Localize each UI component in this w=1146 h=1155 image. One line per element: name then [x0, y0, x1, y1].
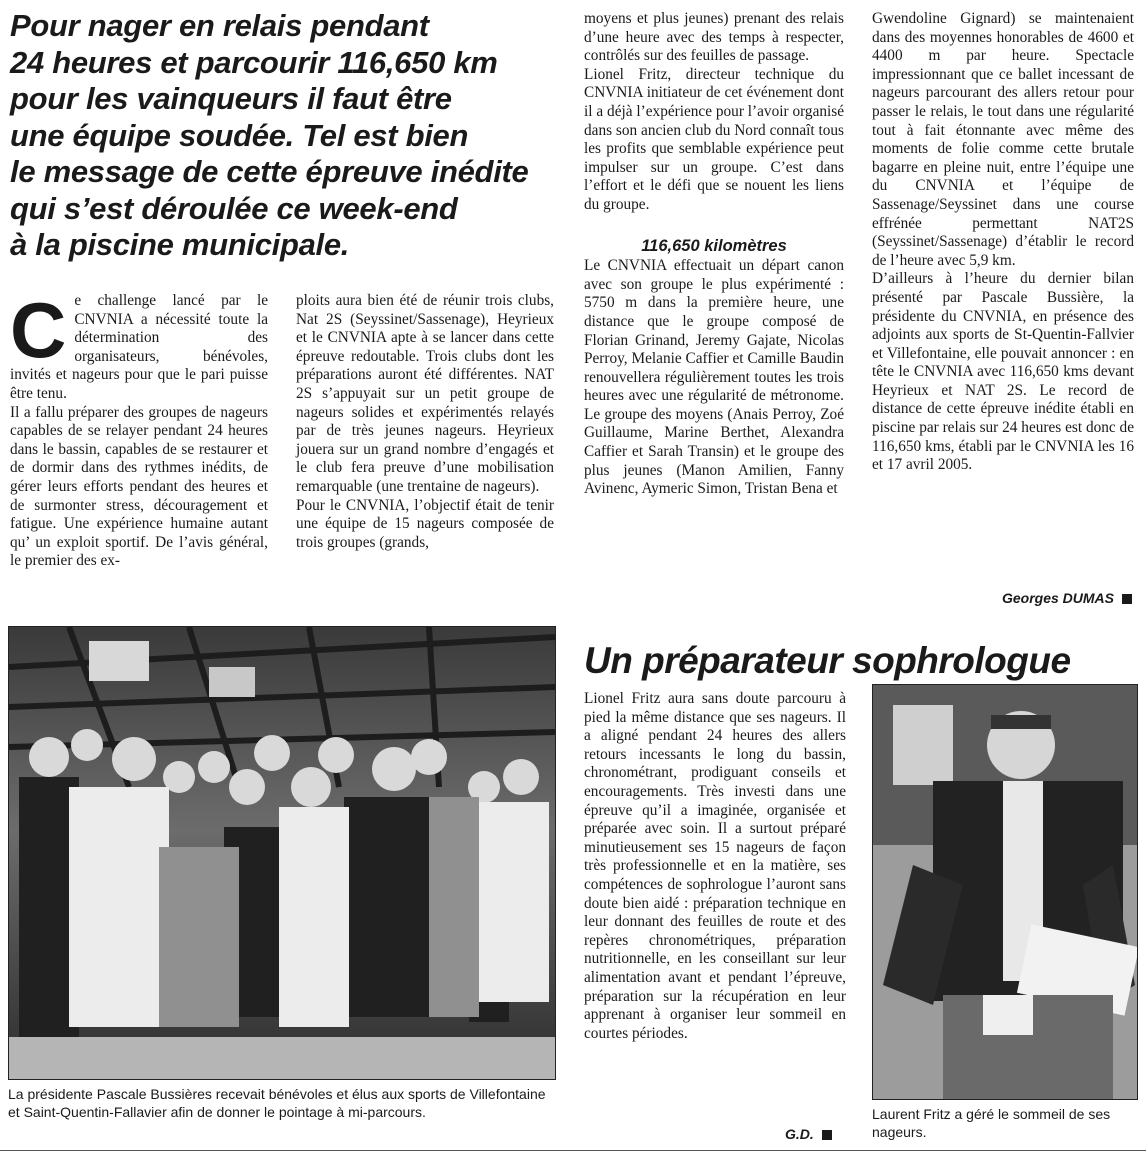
paragraph: Lionel Fritz, directeur technique du CNVNIA initiateur de cet événement dont il a déjà l’expérience pour l’avoir organisé dans son ancien club du Nord connaît tous les profits que semblable expérience peut impulser sur un groupe. C’est dans l’effort et le défi que se nouent les liens du groupe. [584, 65, 844, 213]
end-mark-icon [1122, 594, 1132, 604]
portrait-photo [872, 684, 1138, 1100]
paragraph: Il a fallu préparer des groupes de nageurs capables de se relayer pendant 24 heures dans le bassin, capables de se restaurer et de dormir dans des rythmes inédits, de gérer leurs efforts pendant des heures et de surmonter stress, découragement et fatigue. Une expérience humaine autant qu’ un exploit sportif. De l’avis général, le premier des ex- [10, 403, 268, 570]
portrait-photo-caption: Laurent Fritz a géré le sommeil de ses nageurs. [872, 1106, 1111, 1140]
paragraph: Lionel Fritz aura sans doute parcouru à pied la même distance que ses nageurs. Il a aligné pendant 24 heures des allers retours incessants le long du bassin, chronométrant, prodiguant conseils et encouragements. Très investi dans une épreuve qu’il a imaginée, organisée et préparée avec soin. Il a surtout préparé minutieusement ses 15 nageurs de façon très professionnelle et en la matière, ses compétences de sophrologue l’auront sans doute bien aidé : préparation technique en leur donnant des feuilles de route et des repères chronométriques, préparation nutritionnelle, en les conseillant sur leur alimentation avant et pendant l’épreuve, préparation sur la récupération en leur apprenant à organiser leur sommeil en courtes périodes. [584, 690, 846, 1042]
article-column-4 [872, 10, 1134, 475]
paragraph: ploits aura bien été de réunir trois clubs, Nat 2S (Seyssinet/Sassenage), Heyrieux et le CNVNIA apte à se lancer dans cette épreuve redoutable. Trois clubs dont les préparations auront été différentes. NAT 2S s’appuyait sur un petit groupe de nageurs solides et expérimentés relayés par de très jeunes nageurs. Heyrieux jouera sur un grand nombre d’engagés et le club fera preuve d’une mobilisation remarquable (une trentaine de nageurs). [296, 292, 554, 495]
paragraph: moyens et plus jeunes) prenant des relais d’une heure avec des temps à respecter, contrôlés sur des feuilles de passage. [584, 10, 844, 65]
sidebar-title: Un préparateur sophrologue [584, 640, 1071, 681]
article-column-3 [584, 10, 844, 499]
headline-line: à la piscine municipale. [10, 227, 350, 262]
sidebar-text [584, 690, 846, 1043]
headline [10, 8, 570, 264]
headline-line: pour les vainqueurs il faut être [10, 81, 452, 116]
headline-line: Pour nager en relais pendant [10, 8, 429, 43]
group-photo [8, 626, 556, 1080]
paragraph: e challenge lancé par le CNVNIA a nécessité toute la détermination des organisateurs, bénévoles, invités et nageurs pour que le pari puisse être tenu. [10, 292, 268, 402]
group-photo-caption: La présidente Pascale Bussières recevait bénévoles et élus aux sports de Villefontaine et Saint-Quentin-Fallavier afin de donner le pointage à mi-parcours. [8, 1086, 546, 1120]
byline [1002, 590, 1132, 606]
drop-cap: C [10, 286, 67, 374]
end-mark-icon [822, 1130, 832, 1140]
paragraph: Pour le CNVNIA, l’objectif était de tenir une équipe de 15 nageurs composée de trois groupes (grands, [296, 496, 554, 551]
portrait-photo-image [873, 685, 1137, 1099]
article-column-1 [10, 286, 268, 571]
headline-line: le message de cette épreuve inédite [10, 154, 529, 189]
author-initials: G.D. [785, 1126, 814, 1142]
bottom-rule [0, 1150, 1146, 1151]
section-subhead: 116,650 kilomètres [641, 236, 787, 255]
paragraph: D’ailleurs à l’heure du dernier bilan présenté par Pascale Bussière, la présidente du CNVNIA, en présence des adjoints aux sports de St-Quentin-Fallvier et Villefontaine, elle pouvait annoncer : en tête le CNVNIA avec 116,650 kms devant Heyrieux et NAT 2S. Le record de distance de cette épreuve inédite établi en piscine par relais sur 24 heures est donc de 116,650 kms, établi par le CNVNIA les 16 et 17 avril 2005. [872, 270, 1134, 474]
paragraph: Gwendoline Gignard) se maintenaient dans des moyennes honorables de 4600 et 4400 m par heure. Spectacle impressionnant que ce ballet incessant de nageurs parcourant des allers retour pour passer le relais, le tout dans une régularité tout à fait étonnante avec même des moments de folie comme cette brutale bagarre en pleine nuit, entre l’équipe une du CNVNIA et l’équipe de Sassenage/Seyssinet dans une course effrénée permettant NAT2S (Seyssinet/Sassenage) d’établir le record de l’heure avec 5,9 km. [872, 10, 1134, 269]
article-column-2 [296, 292, 554, 552]
paragraph: Le CNVNIA effectuait un départ canon avec son groupe le plus expérimenté : 5750 m dans la première heure, une distance que le groupe composé de Florian Grinand, Jeremy Gajate, Nicolas Perroy, Melanie Caffier et Camille Baudin renouvellera régulièrement toutes les trois heures avec une régularité de métronome. Le groupe des moyens (Anais Perroy, Zoé Guillaume, Marine Berthet, Alexandra Caffier et Sarah Transin) et le groupe des plus jeunes (Manon Amilien, Fanny Avinenc, Aymeric Simon, Tristan Bena et [584, 257, 844, 498]
author-name: Georges DUMAS [1001, 590, 1114, 606]
headline-line: 24 heures et parcourir 116,650 km [10, 44, 498, 80]
headline-line: une équipe soudée. Tel est bien [10, 117, 469, 153]
group-photo-image [9, 627, 555, 1079]
headline-line: qui s’est déroulée ce week-end [10, 190, 458, 226]
sidebar-byline [785, 1126, 832, 1142]
